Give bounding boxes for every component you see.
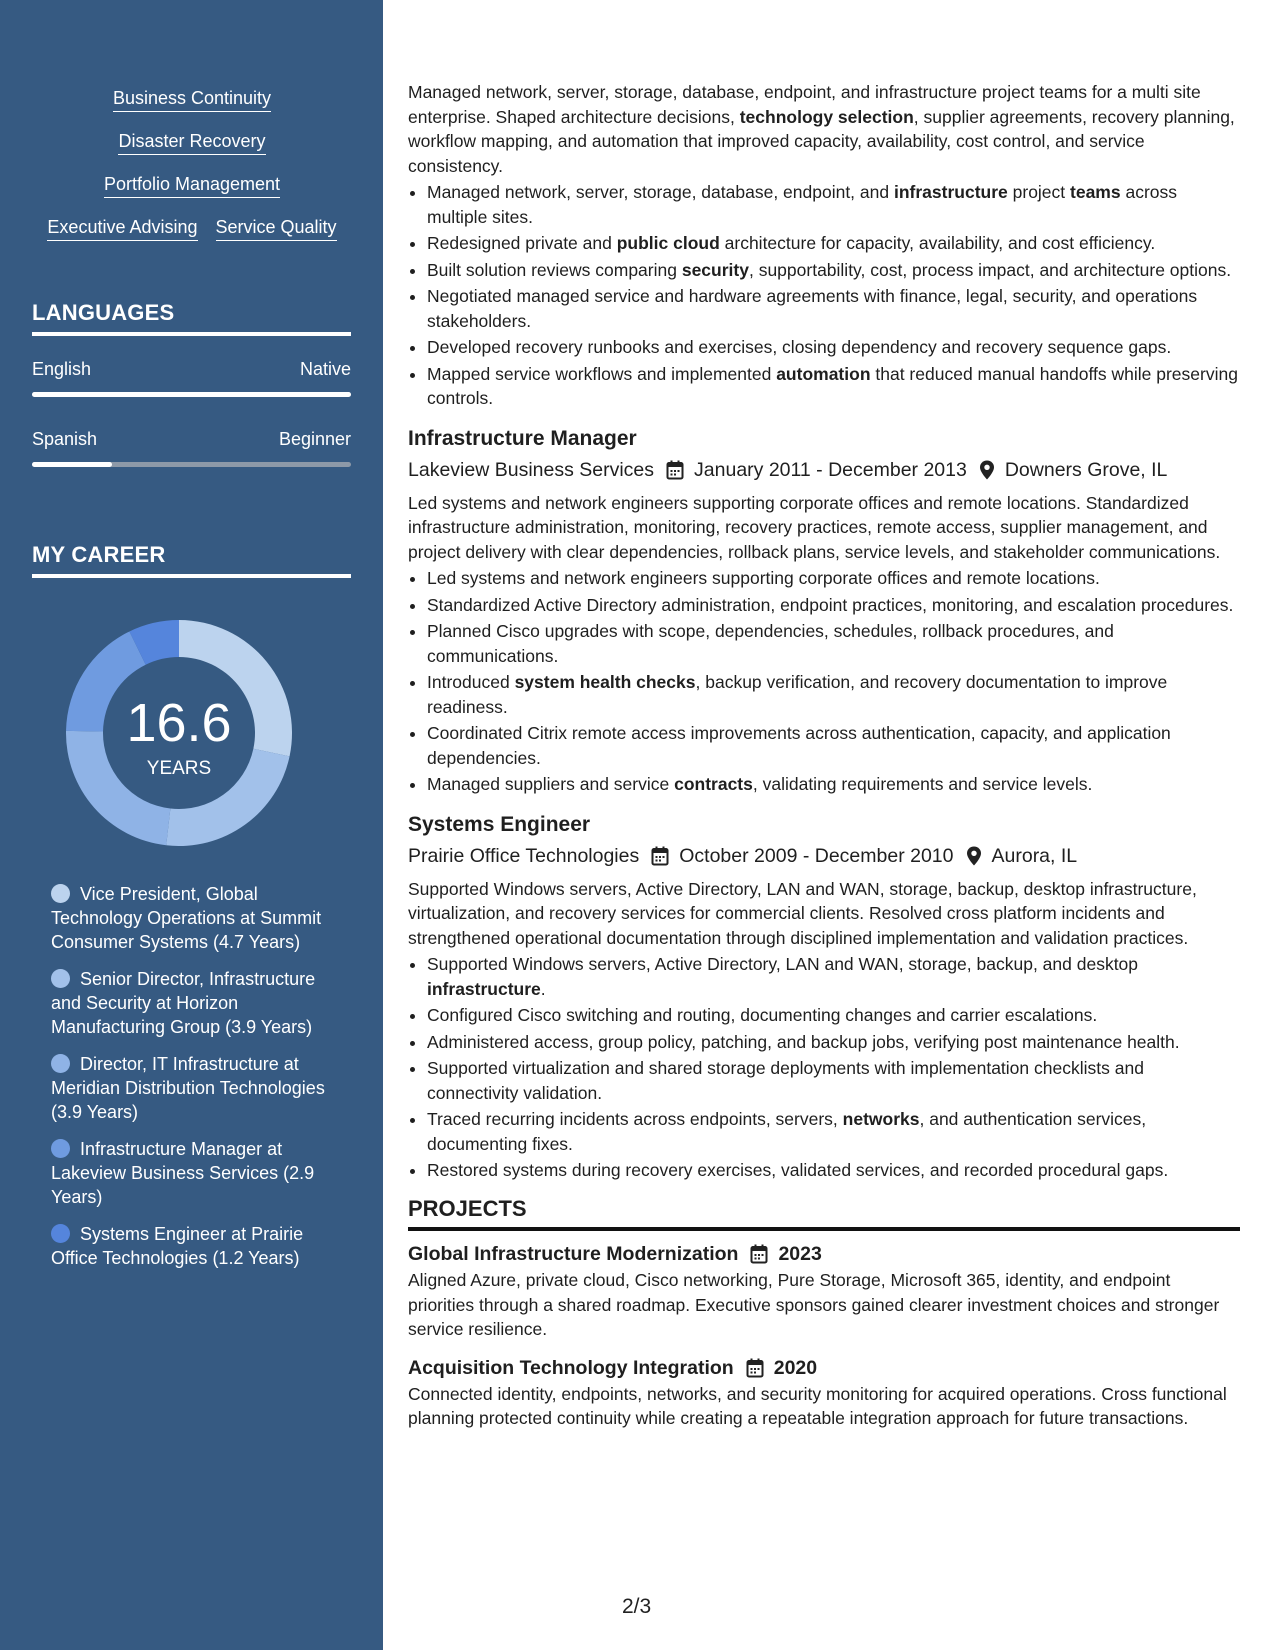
project-year: 2020 <box>773 1356 818 1379</box>
project-header <box>408 1354 1240 1382</box>
role-summary: Managed network, server, storage, database, endpoint, and infrastructure project teams for a multi site enterprise. Shaped architecture decisions, technology selection, supplier agreements, recovery planning, workflow mapping, and automation that improved capacity, availability, cost control, and service consistency. <box>408 82 1235 176</box>
bullet-item: • Built solution reviews comparing security, supportability, cost, process impact, and architecture options. <box>427 258 1240 283</box>
career-legend-label: Vice President, Global Technology Operations at Summit Consumer Systems (4.7 Years) <box>51 884 322 952</box>
bullet-item: • Led systems and network engineers supporting corporate offices and remote locations. <box>427 566 1240 591</box>
skill-tag: Portfolio Management <box>104 172 280 198</box>
location-pin-icon <box>966 846 982 866</box>
main-content <box>408 80 1240 1431</box>
bullet-item: • Traced recurring incidents across endpoints, servers, networks, and authentication services, documenting fixes. <box>427 1107 1240 1156</box>
bullet-item: • Developed recovery runbooks and exercises, closing dependency and recovery sequence gaps. <box>427 335 1240 360</box>
bullet-item: • Negotiated managed service and hardware agreements with finance, legal, security, and operations stakeholders. <box>427 284 1240 333</box>
job-bullets <box>408 952 1240 1183</box>
career-legend-item <box>51 1137 341 1209</box>
career-legend-item <box>51 882 341 954</box>
skill-tag: Disaster Recovery <box>118 129 265 155</box>
career-legend-label: Senior Director, Infrastructure and Security at Horizon Manufacturing Group (3.9 Years) <box>51 969 316 1037</box>
calendar-icon <box>666 460 684 480</box>
legend-dot-icon <box>51 1054 70 1073</box>
bullet-item: • Managed network, server, storage, database, endpoint, and infrastructure project teams across multiple sites. <box>427 180 1240 229</box>
career-donut-chart <box>66 620 292 846</box>
legend-dot-icon <box>51 884 70 903</box>
language-proficiency-bar <box>32 462 351 467</box>
job-dates: October 2009 - December 2010 <box>679 844 954 867</box>
project-year: 2023 <box>778 1243 822 1265</box>
job-company: Lakeview Business Services <box>408 458 655 481</box>
job-summary: Led systems and network engineers supporting corporate offices and remote locations. Standardized infrastructure administration, monitoring, recovery practices, remote access, supplier management, and project delivery with clear dependencies, rollback plans, service levels, and stakeholder communications. <box>408 492 1221 562</box>
legend-dot-icon <box>51 1224 70 1243</box>
skills-list <box>32 86 352 258</box>
language-item <box>32 428 351 467</box>
bullet-item: • Supported virtualization and shared storage deployments with implementation checklists and connectivity validation. <box>427 1056 1240 1105</box>
projects-heading: PROJECTS <box>408 1197 1240 1232</box>
bullet-item: • Planned Cisco upgrades with scope, dependencies, schedules, rollback procedures, and communications. <box>427 619 1240 668</box>
career-legend-item <box>51 1052 341 1124</box>
calendar-icon <box>746 1358 764 1378</box>
page-number: 2/3 <box>622 1595 652 1618</box>
bullet-item: • Supported Windows servers, Active Directory, LAN and WAN, storage, backup, and desktop infrastructure. <box>427 952 1240 1001</box>
career-legend-label: Infrastructure Manager at Lakeview Business Services (2.9 Years) <box>51 1139 315 1207</box>
job-dates: January 2011 - December 2013 <box>694 458 967 481</box>
skill-tag: Executive Advising <box>47 215 197 241</box>
calendar-icon <box>651 846 669 866</box>
bullet-item: • Standardized Active Directory administration, endpoint practices, monitoring, and escalation procedures. <box>427 593 1240 618</box>
bullet-item: • Introduced system health checks, backup verification, and recovery documentation to improve readiness. <box>427 670 1240 719</box>
job-company: Prairie Office Technologies <box>408 844 640 867</box>
bullet-item: • Restored systems during recovery exercises, validated services, and recorded procedural gaps. <box>427 1158 1240 1183</box>
bullet-item: • Redesigned private and public cloud architecture for capacity, availability, and cost efficiency. <box>427 231 1240 256</box>
bullet-item: • Administered access, group policy, patching, and backup jobs, verifying post maintenance health. <box>427 1030 1240 1055</box>
calendar-icon <box>750 1244 768 1264</box>
location-pin-icon <box>979 460 995 480</box>
languages-heading: LANGUAGES <box>32 300 351 336</box>
job-location: Downers Grove, IL <box>1004 458 1168 481</box>
skill-tag: Service Quality <box>216 215 337 241</box>
project-title: Acquisition Technology Integration <box>408 1356 734 1379</box>
career-legend-item <box>51 967 341 1039</box>
job-bullets <box>408 566 1240 797</box>
career-total-years: 16.6 <box>126 693 232 753</box>
language-proficiency-fill <box>32 462 112 467</box>
career-legend-item <box>51 1222 341 1270</box>
bullet-item: • Managed suppliers and service contracts, validating requirements and service levels. <box>427 772 1240 797</box>
career-heading: MY CAREER <box>32 542 351 578</box>
language-name: English <box>32 359 92 379</box>
project-description: Connected identity, endpoints, networks, and security monitoring for acquired operations. Cross functional planning protected continuity while creating a repeatable integration approach for future transactions. <box>408 1383 1227 1428</box>
bullet-item: • Configured Cisco switching and routing, documenting changes and carrier escalations. <box>427 1003 1240 1028</box>
bullet-item: • Mapped service workflows and implemented automation that reduced manual handoffs while preserving controls. <box>427 362 1240 411</box>
job-meta <box>408 842 1240 870</box>
job-location: Aurora, IL <box>991 844 1078 867</box>
bullet-item: • Coordinated Citrix remote access improvements across authentication, capacity, and application dependencies. <box>427 721 1240 770</box>
language-name: Spanish <box>32 429 98 449</box>
legend-dot-icon <box>51 1139 70 1158</box>
language-proficiency-fill <box>32 392 351 397</box>
project-title: Global Infrastructure Modernization <box>408 1243 739 1265</box>
sidebar <box>0 0 383 1650</box>
language-level: Native <box>299 359 351 379</box>
language-item <box>32 358 351 397</box>
job-title: Systems Engineer <box>408 812 591 836</box>
project-description: Aligned Azure, private cloud, Cisco networking, Pure Storage, Microsoft 365, identity, and endpoint priorities through a shared roadmap. Executive sponsors gained clearer investment choices and stronger service resilience. <box>408 1270 1220 1339</box>
language-proficiency-bar <box>32 392 351 397</box>
job-meta <box>408 456 1240 484</box>
project-header <box>408 1240 1240 1268</box>
language-level: Beginner <box>278 429 351 449</box>
career-legend <box>51 882 341 1283</box>
job-title: Infrastructure Manager <box>408 426 637 450</box>
role-bullets <box>408 180 1240 411</box>
career-legend-label: Director, IT Infrastructure at Meridian Distribution Technologies (3.9 Years) <box>51 1054 325 1122</box>
career-legend-label: Systems Engineer at Prairie Office Technologies (1.2 Years) <box>51 1224 304 1268</box>
career-total-unit: YEARS <box>146 758 212 779</box>
legend-dot-icon <box>51 969 70 988</box>
skill-tag: Business Continuity <box>113 86 271 112</box>
job-summary: Supported Windows servers, Active Directory, LAN and WAN, storage, backup, desktop infrastructure, virtualization, and recovery services for commercial clients. Resolved cross platform incidents and strengthened operational documentation through disciplined implementation and validation practices. <box>408 878 1197 948</box>
